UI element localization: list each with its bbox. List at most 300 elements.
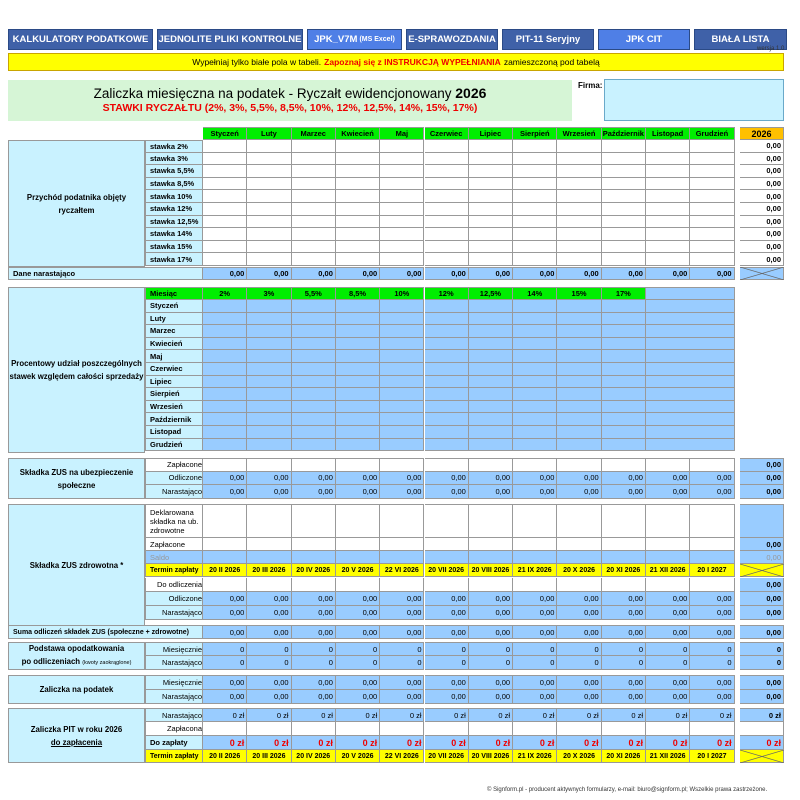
revenue-input[interactable] (469, 228, 513, 241)
revenue-input[interactable] (557, 216, 601, 229)
revenue-input[interactable] (469, 153, 513, 166)
udzial-rate-header: 12% (425, 287, 469, 300)
revenue-input[interactable] (292, 190, 336, 203)
revenue-input[interactable] (557, 241, 601, 254)
revenue-input[interactable] (557, 165, 601, 178)
revenue-input[interactable] (646, 153, 690, 166)
udzial-empty (646, 439, 735, 452)
nav-button-6[interactable]: BIAŁA LISTA (694, 29, 787, 50)
revenue-input[interactable] (690, 203, 734, 216)
revenue-input[interactable] (646, 228, 690, 241)
revenue-input[interactable] (203, 190, 247, 203)
revenue-input[interactable] (292, 241, 336, 254)
revenue-input[interactable] (292, 203, 336, 216)
revenue-input[interactable] (513, 165, 557, 178)
revenue-input[interactable] (247, 203, 291, 216)
revenue-input[interactable] (602, 153, 646, 166)
revenue-input[interactable] (203, 253, 247, 266)
revenue-input[interactable] (602, 203, 646, 216)
udzial-rate-header: 15% (557, 287, 601, 300)
revenue-input[interactable] (646, 165, 690, 178)
revenue-input[interactable] (690, 165, 734, 178)
podstawa-value: 0 (602, 642, 646, 656)
zus-paid-input[interactable] (292, 458, 336, 472)
health-paid-input[interactable] (646, 538, 690, 551)
cumulative-value: 0,00 (247, 267, 291, 280)
revenue-input[interactable] (425, 203, 469, 216)
revenue-input[interactable] (247, 228, 291, 241)
declared-input[interactable] (690, 504, 734, 538)
zus-spol-value: 0,00 (425, 485, 469, 499)
udzial-cell (380, 376, 424, 389)
revenue-input[interactable] (469, 241, 513, 254)
podstawa-value: 0 (469, 642, 513, 656)
zaliczka-value: 0,00 (469, 675, 513, 690)
declared-input[interactable] (247, 504, 291, 538)
revenue-input[interactable] (557, 140, 601, 153)
zus-spol-row-label: Zapłacone (145, 458, 203, 472)
udzial-cell (557, 376, 601, 389)
revenue-input[interactable] (513, 253, 557, 266)
udzial-cell (425, 439, 469, 452)
revenue-input[interactable] (690, 140, 734, 153)
revenue-input[interactable] (513, 241, 557, 254)
zus-paid-input[interactable] (513, 458, 557, 472)
revenue-input[interactable] (690, 216, 734, 229)
udzial-cell (425, 388, 469, 401)
zus-paid-input[interactable] (336, 458, 380, 472)
pit-paid-input[interactable] (247, 722, 291, 736)
zus-spol-total: 0,00 (740, 472, 784, 486)
pit-row-label: Zapłacona (145, 722, 203, 736)
suma-value: 0,00 (602, 625, 646, 639)
pit-total: 0 zł (740, 708, 784, 722)
zaliczka-value: 0,00 (380, 675, 424, 690)
revenue-input[interactable] (292, 216, 336, 229)
revenue-input[interactable] (336, 190, 380, 203)
podstawa-value: 0 (557, 656, 601, 670)
udzial-cell (557, 350, 601, 363)
udzial-cell (469, 388, 513, 401)
revenue-input[interactable] (690, 178, 734, 191)
revenue-input[interactable] (425, 228, 469, 241)
page-title: Zaliczka miesięczna na podatek - Ryczałt ewidencjonowany 2026 (93, 85, 487, 101)
udzial-rate-header: 14% (513, 287, 557, 300)
revenue-input[interactable] (336, 153, 380, 166)
health-paid-input[interactable] (203, 538, 247, 551)
suma-value: 0,00 (380, 625, 424, 639)
udzial-empty (646, 287, 735, 300)
udzial-cell (557, 401, 601, 414)
revenue-input[interactable] (203, 228, 247, 241)
declared-input[interactable] (602, 504, 646, 538)
podstawa-label: Podstawa opodatkowania po odliczeniach (kwoty zaokrąglone) (8, 642, 145, 670)
pit-value: 0 zł (469, 736, 513, 750)
revenue-total: 0,00 (740, 140, 784, 153)
podstawa-value: 0 (690, 656, 734, 670)
revenue-input[interactable] (513, 140, 557, 153)
pit-value: 0 zł (557, 736, 601, 750)
health-paid-input[interactable] (513, 538, 557, 551)
revenue-input[interactable] (203, 140, 247, 153)
udzial-cell (602, 338, 646, 351)
saldo-cell (690, 551, 734, 564)
revenue-input[interactable] (469, 190, 513, 203)
health-row-label: Narastająco (145, 606, 203, 620)
term-date: 21 XII 2026 (646, 564, 690, 577)
revenue-input[interactable] (557, 228, 601, 241)
pit-paid-input[interactable] (336, 722, 380, 736)
revenue-input[interactable] (469, 140, 513, 153)
udzial-cell (380, 439, 424, 452)
revenue-input[interactable] (469, 203, 513, 216)
revenue-input[interactable] (203, 203, 247, 216)
revenue-input[interactable] (557, 178, 601, 191)
revenue-input[interactable] (247, 241, 291, 254)
health-paid-input[interactable] (292, 538, 336, 551)
podstawa-value: 0 (469, 656, 513, 670)
revenue-input[interactable] (380, 228, 424, 241)
health-paid-input[interactable] (336, 538, 380, 551)
udzial-cell (380, 413, 424, 426)
udzial-cell (292, 300, 336, 313)
revenue-input[interactable] (513, 228, 557, 241)
udzial-cell (602, 350, 646, 363)
revenue-input[interactable] (469, 216, 513, 229)
revenue-input[interactable] (380, 153, 424, 166)
declared-input[interactable] (513, 504, 557, 538)
revenue-input[interactable] (247, 140, 291, 153)
przychod-section-label: Przychód podatnika objęty ryczałtem (8, 140, 145, 267)
revenue-input[interactable] (380, 216, 424, 229)
pit-paid-input[interactable] (646, 722, 690, 736)
health-value: 0,00 (602, 606, 646, 620)
revenue-input[interactable] (602, 140, 646, 153)
revenue-input[interactable] (292, 153, 336, 166)
pit-value: 0 zł (203, 708, 247, 722)
pit-paid-input[interactable] (292, 722, 336, 736)
revenue-input[interactable] (380, 140, 424, 153)
udzial-cell (292, 439, 336, 452)
zus-paid-input[interactable] (247, 458, 291, 472)
udzial-cell (380, 325, 424, 338)
revenue-input[interactable] (469, 253, 513, 266)
health-value: 0,00 (247, 592, 291, 606)
pit-value: 0 zł (380, 708, 424, 722)
pit-value: 0 zł (247, 736, 291, 750)
zaliczka-value: 0,00 (203, 690, 247, 705)
revenue-input[interactable] (646, 203, 690, 216)
health-value: 0,00 (602, 592, 646, 606)
revenue-input[interactable] (336, 253, 380, 266)
zus-spol-value: 0,00 (380, 485, 424, 499)
revenue-input[interactable] (690, 241, 734, 254)
zus-paid-input[interactable] (469, 458, 513, 472)
revenue-input[interactable] (336, 228, 380, 241)
health-paid-input[interactable] (690, 538, 734, 551)
saldo-cell (336, 551, 380, 564)
pit-paid-input[interactable] (602, 722, 646, 736)
revenue-input[interactable] (646, 253, 690, 266)
revenue-input[interactable] (690, 228, 734, 241)
health-value: 0,00 (425, 606, 469, 620)
udzial-cell (336, 439, 380, 452)
declared-input[interactable] (425, 504, 469, 538)
revenue-input[interactable] (203, 241, 247, 254)
health-paid-input[interactable] (425, 538, 469, 551)
suma-value: 0,00 (425, 625, 469, 639)
pit-paid-input[interactable] (203, 722, 247, 736)
termin-label: Termin zapłaty (145, 564, 203, 577)
revenue-input[interactable] (380, 165, 424, 178)
declared-input[interactable] (557, 504, 601, 538)
zus-paid-input[interactable] (425, 458, 469, 472)
revenue-input[interactable] (425, 165, 469, 178)
revenue-input[interactable] (247, 216, 291, 229)
health-value: 0,00 (380, 592, 424, 606)
revenue-input[interactable] (292, 228, 336, 241)
declared-input[interactable] (292, 504, 336, 538)
nav-button-2[interactable]: JPK_V7M (MS Excel) (307, 29, 402, 50)
revenue-input[interactable] (602, 241, 646, 254)
udzial-cell (380, 338, 424, 351)
udzial-empty (646, 338, 735, 351)
revenue-input[interactable] (336, 178, 380, 191)
revenue-input[interactable] (425, 216, 469, 229)
revenue-input[interactable] (602, 178, 646, 191)
revenue-input[interactable] (690, 190, 734, 203)
rates-subtitle: STAWKI RYCZAŁTU (2%, 3%, 5,5%, 8,5%, 10%, 12%, 12,5%, 14%, 15%, 17%) (102, 102, 478, 114)
declared-input[interactable] (646, 504, 690, 538)
declared-input[interactable] (336, 504, 380, 538)
revenue-input[interactable] (646, 190, 690, 203)
pit-row-label: Do zapłaty (145, 736, 203, 750)
udzial-empty (646, 313, 735, 326)
revenue-input[interactable] (336, 165, 380, 178)
revenue-input[interactable] (425, 241, 469, 254)
udzial-cell (557, 439, 601, 452)
revenue-input[interactable] (247, 178, 291, 191)
revenue-input[interactable] (513, 178, 557, 191)
podstawa-value: 0 (247, 656, 291, 670)
pit-paid-input[interactable] (690, 722, 734, 736)
firma-input[interactable] (604, 79, 784, 121)
month-header-2: Marzec (292, 127, 336, 140)
revenue-input[interactable] (513, 203, 557, 216)
zus-paid-input[interactable] (690, 458, 734, 472)
pit-paid-input[interactable] (513, 722, 557, 736)
revenue-input[interactable] (247, 190, 291, 203)
podstawa-value: 0 (425, 656, 469, 670)
revenue-input[interactable] (513, 216, 557, 229)
pit-paid-input[interactable] (425, 722, 469, 736)
health-value: 0,00 (646, 606, 690, 620)
zus-paid-input[interactable] (557, 458, 601, 472)
pit-value: 0 zł (646, 708, 690, 722)
revenue-input[interactable] (380, 253, 424, 266)
saldo-cell (469, 551, 513, 564)
revenue-input[interactable] (602, 165, 646, 178)
revenue-input[interactable] (557, 203, 601, 216)
revenue-input[interactable] (425, 153, 469, 166)
udzial-cell (425, 313, 469, 326)
suma-value: 0,00 (690, 625, 734, 639)
udzial-cell (469, 401, 513, 414)
udzial-cell (602, 325, 646, 338)
pit-value: 0 zł (336, 708, 380, 722)
revenue-input[interactable] (380, 241, 424, 254)
revenue-input[interactable] (690, 153, 734, 166)
revenue-input[interactable] (203, 178, 247, 191)
revenue-input[interactable] (469, 165, 513, 178)
pit-paid-input[interactable] (469, 722, 513, 736)
udzial-cell (292, 426, 336, 439)
nav-button-4[interactable]: PIT-11 Seryjny (502, 29, 594, 50)
pit-paid-input[interactable] (557, 722, 601, 736)
revenue-input[interactable] (336, 241, 380, 254)
udzial-rate-header: 3% (247, 287, 291, 300)
suma-total: 0,00 (740, 625, 784, 639)
saldo-cell (203, 551, 247, 564)
zus-spol-value: 0,00 (557, 472, 601, 486)
revenue-input[interactable] (557, 253, 601, 266)
health-paid-input[interactable] (557, 538, 601, 551)
udzial-cell (203, 426, 247, 439)
rate-label-0: stawka 2% (145, 140, 203, 153)
pit-term-date: 20 VIII 2026 (469, 750, 513, 763)
revenue-input[interactable] (380, 178, 424, 191)
declared-input[interactable] (469, 504, 513, 538)
udzial-cell (292, 388, 336, 401)
revenue-input[interactable] (602, 190, 646, 203)
saldo-cell (602, 551, 646, 564)
revenue-input[interactable] (247, 153, 291, 166)
nav-button-0[interactable]: KALKULATORY PODATKOWE (8, 29, 153, 50)
pit-term-date: 20 V 2026 (336, 750, 380, 763)
revenue-input[interactable] (557, 153, 601, 166)
instruction-link[interactable]: Zapoznaj się z INSTRUKCJĄ WYPEŁNIANIA (324, 57, 501, 67)
zus-paid-input[interactable] (602, 458, 646, 472)
revenue-input[interactable] (557, 190, 601, 203)
revenue-input[interactable] (292, 178, 336, 191)
rate-label-7: stawka 14% (145, 228, 203, 241)
revenue-input[interactable] (425, 178, 469, 191)
revenue-input[interactable] (513, 190, 557, 203)
zus-paid-input[interactable] (646, 458, 690, 472)
nav-button-5[interactable]: JPK CIT (598, 29, 690, 50)
revenue-input[interactable] (646, 178, 690, 191)
term-date: 20 I 2027 (690, 564, 734, 577)
udzial-cell (203, 439, 247, 452)
revenue-input[interactable] (247, 253, 291, 266)
revenue-input[interactable] (336, 203, 380, 216)
revenue-input[interactable] (292, 253, 336, 266)
podstawa-row-label: Narastająco (145, 656, 203, 670)
health-paid-input[interactable] (380, 538, 424, 551)
rate-label-6: stawka 12,5% (145, 216, 203, 229)
month-header-10: Listopad (646, 127, 690, 140)
cumulative-value: 0,00 (425, 267, 469, 280)
revenue-input[interactable] (425, 190, 469, 203)
pit-paid-input[interactable] (380, 722, 424, 736)
revenue-input[interactable] (690, 253, 734, 266)
revenue-input[interactable] (336, 140, 380, 153)
podstawa-value: 0 (203, 642, 247, 656)
zaliczka-row-label: Narastająco (145, 690, 203, 705)
udzial-cell (602, 376, 646, 389)
udzial-cell (292, 401, 336, 414)
zaliczka-value: 0,00 (602, 690, 646, 705)
zus-paid-input[interactable] (203, 458, 247, 472)
zaliczka-value: 0,00 (203, 675, 247, 690)
health-value (336, 578, 380, 592)
udzial-rate-header: 8,5% (336, 287, 380, 300)
udzial-cell (513, 300, 557, 313)
revenue-input[interactable] (425, 253, 469, 266)
udzial-cell (336, 300, 380, 313)
revenue-input[interactable] (380, 203, 424, 216)
dane-narastajaco-label: Dane narastająco (8, 267, 203, 280)
revenue-input[interactable] (425, 140, 469, 153)
udzial-rate-header: 12,5% (469, 287, 513, 300)
revenue-input[interactable] (247, 165, 291, 178)
health-total: 0,00 (740, 578, 784, 592)
revenue-input[interactable] (292, 140, 336, 153)
udzial-cell (513, 413, 557, 426)
udzial-cell (425, 325, 469, 338)
revenue-input[interactable] (602, 216, 646, 229)
podstawa-value: 0 (425, 642, 469, 656)
pit-value: 0 zł (690, 708, 734, 722)
revenue-total: 0,00 (740, 190, 784, 203)
revenue-input[interactable] (203, 216, 247, 229)
health-paid-input[interactable] (602, 538, 646, 551)
revenue-input[interactable] (203, 165, 247, 178)
zus-paid-input[interactable] (380, 458, 424, 472)
revenue-input[interactable] (646, 140, 690, 153)
health-paid-input[interactable] (247, 538, 291, 551)
revenue-total: 0,00 (740, 253, 784, 266)
declared-input[interactable] (203, 504, 247, 538)
udzial-cell (203, 338, 247, 351)
zus-spol-value: 0,00 (247, 472, 291, 486)
zus-spol-row-label: Odliczone (145, 472, 203, 486)
revenue-input[interactable] (602, 253, 646, 266)
revenue-input[interactable] (292, 165, 336, 178)
nav-button-3[interactable]: E-SPRAWOZDANIA (406, 29, 498, 50)
udzial-cell (247, 350, 291, 363)
revenue-input[interactable] (646, 216, 690, 229)
nav-button-1[interactable]: JEDNOLITE PLIKI KONTROLNE (157, 29, 303, 50)
zus-zdrowotna-label: Składka ZUS zdrowotna * (8, 504, 145, 626)
health-value (292, 578, 336, 592)
udzial-cell (513, 363, 557, 376)
revenue-input[interactable] (513, 153, 557, 166)
pit-total (740, 722, 784, 736)
revenue-input[interactable] (469, 178, 513, 191)
udzial-cell (513, 388, 557, 401)
revenue-input[interactable] (203, 153, 247, 166)
revenue-input[interactable] (602, 228, 646, 241)
revenue-input[interactable] (646, 241, 690, 254)
health-paid-input[interactable] (469, 538, 513, 551)
month-header-5: Czerwiec (425, 127, 469, 140)
declared-input[interactable] (380, 504, 424, 538)
revenue-input[interactable] (336, 216, 380, 229)
zaliczka-value: 0,00 (425, 690, 469, 705)
revenue-input[interactable] (380, 190, 424, 203)
suma-value: 0,00 (292, 625, 336, 639)
